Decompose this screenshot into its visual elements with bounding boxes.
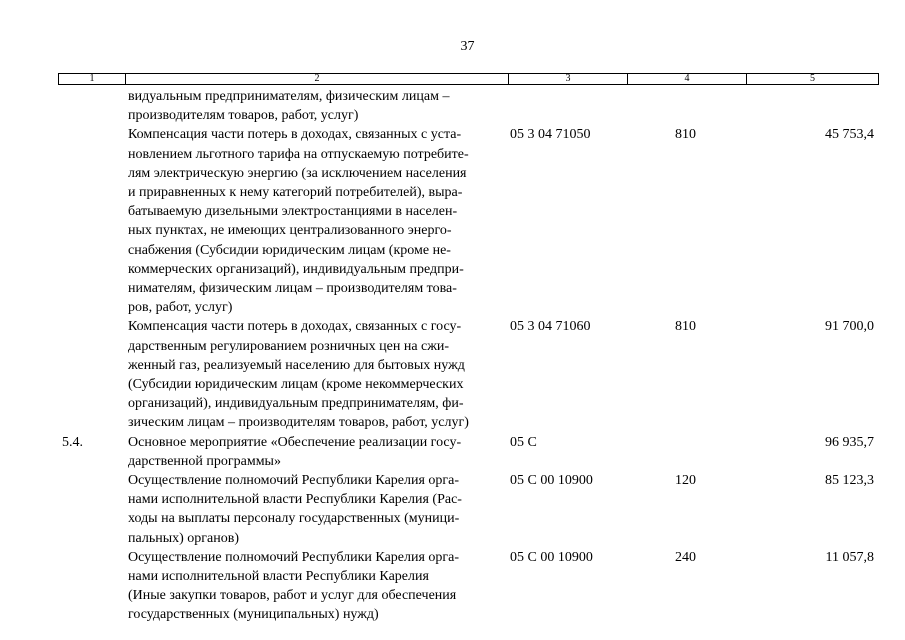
table-header-row (58, 73, 879, 85)
code-cell: 05 С 00 10900 (510, 473, 593, 489)
table-row (58, 125, 879, 317)
description-line: пальных) органов) (128, 530, 239, 546)
page-number: 37 (460, 39, 475, 54)
header-col-1: 1 (89, 73, 95, 84)
type-cell (638, 87, 706, 125)
description-line: видуальным предпринимателям, физическим лицам – (128, 89, 450, 104)
description-cell (128, 433, 504, 471)
type-cell: 810 (675, 127, 696, 143)
description-line: женный газ, реализуемый населению для бытовых нужд (128, 357, 465, 373)
description-line: и приравненных к нему категорий потребителей), выра- (128, 185, 463, 201)
table-body (58, 87, 879, 625)
row-number-cell (58, 317, 128, 432)
row-number-cell (58, 87, 128, 125)
description-line: ров, работ, услуг) (128, 300, 233, 316)
description-cell (128, 125, 504, 317)
description-line: новлением льготного тарифа на отпускаемую потребите- (128, 146, 469, 162)
description-cell (128, 317, 504, 432)
row-number-cell (58, 548, 128, 625)
code-cell: 05 3 04 71060 (510, 319, 591, 335)
table-row (58, 433, 879, 471)
description-line: нимателям, физическим лицам – производителям това- (128, 281, 457, 297)
description-line: (Иные закупки товаров, работ и услуг для обеспечения (128, 588, 457, 604)
header-col-4: 4 (627, 74, 746, 84)
row-number-cell: 5.4. (62, 434, 83, 450)
table-row (58, 471, 879, 548)
description-line: нами исполнительной власти Республики Карелия (128, 569, 429, 585)
amount-cell: 11 057,8 (825, 549, 874, 565)
description-line: Основное мероприятие «Обеспечение реализации госу- (128, 434, 462, 450)
description-line: дарственным регулированием розничных цен на сжи- (128, 338, 450, 354)
description-line: Компенсация части потерь в доходах, связанных с госу- (128, 319, 462, 335)
description-line: (Субсидии юридическим лицам (кроме некоммерческих (128, 377, 464, 393)
type-cell (638, 433, 706, 471)
description-line: дарственной программы» (128, 453, 281, 469)
description-line: ных пунктах, не имеющих централизованного энерго- (128, 223, 452, 239)
header-col-5: 5 (746, 74, 878, 84)
description-line: нами исполнительной власти Республики Карелия (Рас- (128, 492, 462, 508)
table-row (58, 87, 879, 125)
table-row (58, 548, 879, 625)
description-line: лям электрическую энергию (за исключением населения (128, 165, 467, 181)
description-cell (128, 87, 504, 125)
description-line: снабжения (Субсидии юридическим лицам (кроме не- (128, 242, 451, 258)
type-cell: 810 (675, 319, 696, 335)
header-col-2: 2 (125, 74, 508, 84)
amount-cell: 91 700,0 (825, 319, 874, 335)
description-line: зическим лицам – производителям товаров, работ, услуг) (128, 415, 469, 431)
code-cell: 05 С 00 10900 (510, 549, 593, 565)
code-cell: 05 С (510, 434, 537, 450)
description-line: ходы на выплаты персоналу государственных (муници- (128, 511, 460, 527)
description-line: государственных (муниципальных) нужд) (128, 607, 379, 623)
description-cell (128, 548, 504, 625)
row-number-cell (58, 471, 128, 548)
description-cell (128, 471, 504, 548)
description-line: Осуществление полномочий Республики Карелия орга- (128, 549, 460, 565)
description-line: Компенсация части потерь в доходах, связанных с уста- (128, 127, 462, 143)
header-col-3: 3 (508, 74, 627, 84)
description-line: Осуществление полномочий Республики Карелия орга- (128, 473, 460, 489)
amount-cell (706, 87, 879, 125)
table-row (58, 317, 879, 432)
description-line: коммерческих организаций), индивидуальным предпри- (128, 261, 464, 277)
description-line: батываемую дизельными электростанциями в населен- (128, 204, 458, 220)
code-cell: 05 3 04 71050 (510, 127, 591, 143)
description-line: организаций), индивидуальным предпринимателям, фи- (128, 396, 464, 412)
amount-cell: 85 123,3 (825, 473, 874, 489)
amount-cell: 96 935,7 (825, 434, 874, 450)
code-cell (504, 87, 638, 125)
description-line: производителям товаров, работ, услуг) (128, 108, 359, 124)
type-cell: 120 (675, 473, 696, 489)
amount-cell: 45 753,4 (825, 127, 874, 143)
row-number-cell (58, 125, 128, 317)
type-cell: 240 (675, 549, 696, 565)
